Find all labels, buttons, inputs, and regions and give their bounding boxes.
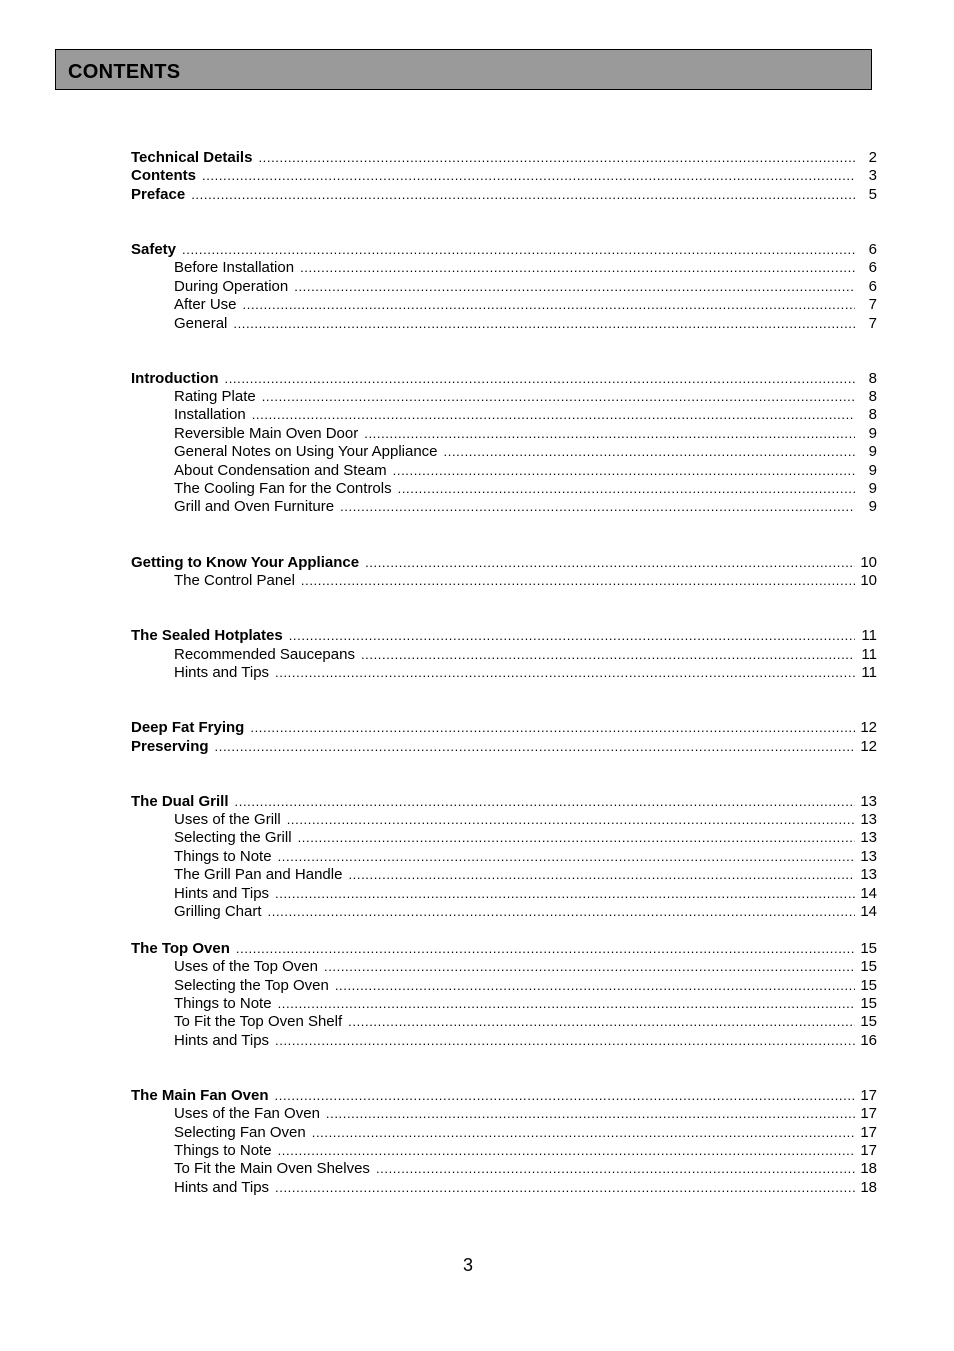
toc-entry-page: 13 [860, 811, 877, 829]
toc-section-entry[interactable] [131, 719, 877, 737]
toc-spacer [131, 774, 877, 792]
toc-subsection-entry[interactable] [131, 1160, 877, 1178]
toc-dot-leader [444, 443, 855, 461]
toc-subsection-entry[interactable] [131, 903, 877, 921]
toc-entry-title: Recommended Saucepans [174, 645, 355, 663]
toc-spacer [131, 590, 877, 608]
toc-subsection-entry[interactable] [131, 1179, 877, 1197]
toc-subsection-entry[interactable] [131, 664, 877, 682]
toc-entry-title: General [174, 314, 228, 332]
toc-subsection-entry[interactable] [131, 425, 877, 443]
toc-dot-leader [298, 829, 855, 847]
toc-entry-title: Uses of the Top Oven [174, 958, 318, 976]
toc-subsection-entry[interactable] [131, 296, 877, 314]
toc-entry-title: Installation [174, 406, 246, 424]
toc-dot-leader [326, 1105, 855, 1123]
toc-subsection-entry[interactable] [131, 977, 877, 995]
toc-entry-page: 10 [860, 553, 877, 571]
toc-dot-leader [258, 149, 855, 167]
toc-subsection-entry[interactable] [131, 1013, 877, 1031]
toc-spacer [131, 682, 877, 700]
toc-entry-title: Selecting the Top Oven [174, 976, 329, 994]
toc-entry-page: 2 [868, 149, 877, 166]
toc-subsection-entry[interactable] [131, 995, 877, 1013]
toc-entry-title: Preface [131, 185, 186, 203]
toc-entry-title: Contents [131, 167, 196, 185]
toc-entry-title: Selecting Fan Oven [174, 1123, 306, 1141]
toc-entry-title: Getting to Know Your Appliance [131, 553, 360, 571]
toc-entry-title: The Top Oven [131, 939, 230, 957]
toc-entry-page: 15 [860, 976, 877, 994]
toc-subsection-entry[interactable] [131, 829, 877, 847]
toc-entry-page: 14 [860, 884, 877, 902]
toc-entry-title: Reversible Main Oven Door [174, 424, 359, 442]
toc-subsection-entry[interactable] [131, 958, 877, 976]
toc-subsection-entry[interactable] [131, 572, 877, 590]
toc-entry-title: General Notes on Using Your Appliance [174, 443, 438, 461]
toc-entry-page: 12 [860, 737, 877, 755]
toc-entry-page: 16 [860, 1031, 877, 1049]
toc-subsection-entry[interactable] [131, 443, 877, 461]
toc-section-entry[interactable] [131, 241, 877, 259]
toc-entry-page: 17 [860, 1086, 877, 1104]
toc-entry-page: 3 [868, 167, 877, 185]
toc-entry-page: 8 [868, 388, 877, 406]
toc-dot-leader [275, 1179, 855, 1197]
toc-entry-page: 9 [868, 498, 877, 516]
toc-entry-title: Grill and Oven Furniture [174, 498, 335, 516]
toc-dot-leader [312, 1124, 855, 1142]
toc-spacer [131, 333, 877, 351]
toc-section-entry[interactable] [131, 149, 877, 167]
toc-spacer [131, 756, 877, 774]
toc-entry-page: 15 [860, 1013, 877, 1031]
toc-entry-page: 7 [868, 314, 877, 332]
toc-entry-title: To Fit the Top Oven Shelf [174, 1013, 343, 1031]
toc-subsection-entry[interactable] [131, 278, 877, 296]
toc-entry-page: 7 [868, 296, 877, 314]
toc-spacer [131, 609, 877, 627]
toc-entry-title: About Condensation and Steam [174, 461, 387, 479]
toc-entry-title: The Cooling Fan for the Controls [174, 480, 392, 498]
toc-entry-page: 13 [860, 792, 877, 810]
toc-dot-leader [275, 885, 855, 903]
toc-spacer [131, 1050, 877, 1068]
toc-dot-leader [202, 167, 855, 185]
toc-subsection-entry[interactable] [131, 866, 877, 884]
toc-entry-page: 17 [860, 1142, 877, 1160]
toc-entry-title: During Operation [174, 277, 289, 295]
toc-entry-title: Deep Fat Frying [131, 719, 245, 737]
toc-entry-title: Hints and Tips [174, 1178, 270, 1196]
toc-subsection-entry[interactable] [131, 1142, 877, 1160]
toc-section-entry[interactable] [131, 793, 877, 811]
toc-section-entry[interactable] [131, 738, 877, 756]
toc-entry-title: Before Installation [174, 259, 295, 277]
toc-dot-leader [233, 315, 855, 333]
toc-dot-leader [287, 811, 855, 829]
toc-entry-page: 6 [868, 277, 877, 295]
toc-section-entry[interactable] [131, 370, 877, 388]
toc-dot-leader [252, 406, 855, 424]
toc-entry-page: 17 [860, 1123, 877, 1141]
toc-entry-title: The Grill Pan and Handle [174, 866, 343, 884]
toc-dot-leader [376, 1160, 855, 1178]
toc-dot-leader [215, 738, 855, 756]
toc-entry-page: 15 [860, 994, 877, 1012]
toc-entry-title: To Fit the Main Oven Shelves [174, 1160, 370, 1178]
toc-subsection-entry[interactable] [131, 1032, 877, 1050]
toc-dot-leader [278, 848, 855, 866]
toc-dot-leader [275, 1032, 855, 1050]
toc-entry-page: 18 [860, 1160, 877, 1178]
toc-entry-page: 18 [860, 1178, 877, 1196]
toc-entry-title: Safety [131, 240, 177, 258]
toc-entry-page: 6 [868, 259, 877, 277]
toc-spacer [131, 204, 877, 222]
toc-dot-leader [398, 480, 855, 498]
toc-entry-page: 17 [860, 1105, 877, 1123]
toc-dot-leader [278, 995, 855, 1013]
toc-entry-page: 5 [868, 185, 877, 203]
toc-entry-page: 11 [861, 663, 877, 681]
toc-dot-leader [250, 719, 855, 737]
contents-header-bar [55, 49, 872, 90]
toc-section-entry[interactable] [131, 1087, 877, 1105]
toc-subsection-entry[interactable] [131, 1124, 877, 1142]
toc-dot-leader [365, 554, 855, 572]
toc-entry-page: 8 [868, 406, 877, 424]
toc-dot-leader [243, 296, 855, 314]
toc-entry-title: Preserving [131, 737, 209, 755]
toc-dot-leader [268, 903, 855, 921]
toc-subsection-entry[interactable] [131, 315, 877, 333]
toc-entry-page: 10 [860, 571, 877, 589]
toc-entry-page: 8 [868, 369, 877, 387]
toc-entry-page: 9 [868, 443, 877, 461]
toc-entry-title: The Dual Grill [131, 792, 229, 810]
toc-subsection-entry[interactable] [131, 259, 877, 277]
toc-entry-title: Introduction [131, 369, 219, 387]
toc-entry-title: Things to Note [174, 1142, 272, 1160]
toc-entry-title: Grilling Chart [174, 903, 262, 921]
toc-entry-page: 11 [861, 627, 877, 645]
toc-dot-leader [301, 572, 855, 590]
toc-entry-title: Hints and Tips [174, 663, 270, 681]
toc-entry-title: Uses of the Grill [174, 811, 281, 829]
toc-dot-leader [289, 627, 855, 645]
toc-entry-title: Technical Details [131, 149, 253, 166]
toc-spacer [131, 223, 877, 241]
toc-subsection-entry[interactable] [131, 646, 877, 664]
toc-subsection-entry[interactable] [131, 462, 877, 480]
toc-dot-leader [278, 1142, 855, 1160]
toc-entry-title: Rating Plate [174, 388, 256, 406]
toc-subsection-entry[interactable] [131, 848, 877, 866]
toc-subsection-entry[interactable] [131, 480, 877, 498]
toc-dot-leader [324, 958, 855, 976]
toc-dot-leader [361, 646, 855, 664]
page-title: CONTENTS [68, 61, 181, 83]
toc-subsection-entry[interactable] [131, 811, 877, 829]
toc-entry-title: Hints and Tips [174, 884, 270, 902]
toc-entry-page: 13 [860, 866, 877, 884]
toc-dot-leader [191, 186, 855, 204]
toc-subsection-entry[interactable] [131, 885, 877, 903]
table-of-contents [131, 149, 877, 1197]
toc-spacer [131, 921, 877, 939]
toc-dot-leader [182, 241, 855, 259]
toc-entry-title: Uses of the Fan Oven [174, 1105, 320, 1123]
toc-section-entry[interactable] [131, 940, 877, 958]
toc-spacer [131, 1069, 877, 1087]
toc-spacer [131, 535, 877, 553]
toc-subsection-entry[interactable] [131, 1105, 877, 1123]
toc-dot-leader [348, 866, 855, 884]
toc-entry-title: The Main Fan Oven [131, 1086, 269, 1104]
toc-spacer [131, 701, 877, 719]
toc-dot-leader [235, 793, 855, 811]
toc-section-entry[interactable] [131, 554, 877, 572]
toc-subsection-entry[interactable] [131, 406, 877, 424]
toc-section-entry[interactable] [131, 186, 877, 204]
toc-dot-leader [348, 1013, 855, 1031]
toc-dot-leader [236, 940, 855, 958]
toc-dot-leader [335, 977, 855, 995]
toc-entry-page: 6 [868, 240, 877, 258]
toc-entry-title: Selecting the Grill [174, 829, 292, 847]
toc-entry-page: 13 [860, 847, 877, 865]
toc-section-entry[interactable] [131, 627, 877, 645]
toc-spacer [131, 351, 877, 369]
toc-dot-leader [224, 370, 855, 388]
toc-entry-title: Things to Note [174, 994, 272, 1012]
toc-dot-leader [294, 278, 855, 296]
toc-entry-page: 14 [860, 903, 877, 921]
toc-entry-page: 9 [868, 424, 877, 442]
toc-entry-title: The Sealed Hotplates [131, 627, 283, 645]
toc-entry-page: 9 [868, 480, 877, 498]
toc-entry-page: 9 [868, 461, 877, 479]
toc-spacer [131, 517, 877, 535]
toc-subsection-entry[interactable] [131, 498, 877, 516]
toc-section-entry[interactable] [131, 167, 877, 185]
toc-entry-page: 15 [860, 939, 877, 957]
toc-dot-leader [275, 1087, 855, 1105]
toc-entry-page: 11 [861, 645, 877, 663]
toc-subsection-entry[interactable] [131, 388, 877, 406]
toc-entry-title: Hints and Tips [174, 1031, 270, 1049]
toc-dot-leader [340, 498, 855, 516]
toc-dot-leader [262, 388, 855, 406]
toc-dot-leader [393, 462, 855, 480]
toc-entry-page: 15 [860, 958, 877, 976]
toc-entry-title: After Use [174, 296, 237, 314]
toc-entry-title: The Control Panel [174, 571, 295, 589]
toc-dot-leader [364, 425, 855, 443]
toc-entry-title: Things to Note [174, 847, 272, 865]
toc-dot-leader [275, 664, 855, 682]
toc-dot-leader [300, 259, 855, 277]
toc-entry-page: 12 [860, 719, 877, 737]
toc-entry-page: 13 [860, 829, 877, 847]
page-number: 3 [462, 1255, 473, 1275]
